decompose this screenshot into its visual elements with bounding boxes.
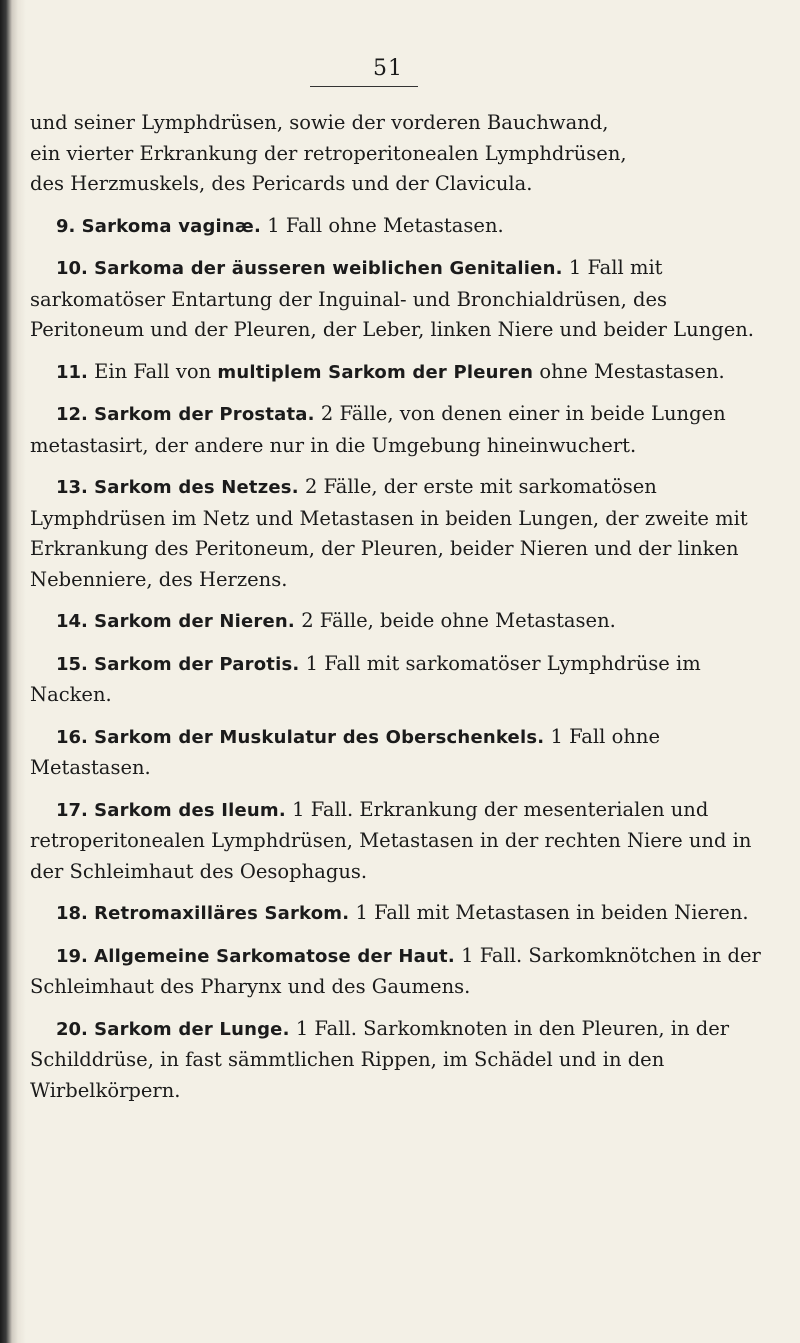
entry-number: 13. <box>56 477 88 498</box>
entry-11 <box>30 357 782 389</box>
entry-number: 15. <box>56 653 88 675</box>
entry-number: 9. <box>56 215 76 237</box>
entry-text: 2 Fälle, beide ohne Metastasen. <box>301 609 616 632</box>
entry-19 <box>30 941 782 1003</box>
entry-text: 2 Fälle, von denen einer in beide Lungen metastasirt, der andere nur in die Umgebung hineinwuchert. <box>30 402 726 457</box>
entry-text: 1 Fall ohne Metastasen. <box>30 724 660 779</box>
entry-number: 16. <box>56 726 88 748</box>
entry-heading: Retromaxilläres Sarkom. <box>94 903 350 924</box>
entry-number: 18. <box>56 903 88 924</box>
entry-text: ohne Mestastasen. <box>539 359 725 383</box>
page-number: 51 <box>373 56 403 81</box>
entry-9 <box>30 211 782 243</box>
entry-number: 11. <box>56 361 88 383</box>
entry-heading: Sarkom des Netzes. <box>94 477 299 498</box>
entry-17 <box>30 795 782 888</box>
page-number-rule <box>310 86 418 87</box>
intro-paragraph <box>30 108 782 200</box>
entry-heading: Sarkom des Ileum. <box>94 799 286 821</box>
entry-text: 1 Fall mit sarkomatöser Entartung der Inguinal- und Bronchialdrüsen, des Peritoneum und der Pleuren, der Leber, linken Niere und beider Lungen. <box>30 256 755 341</box>
entry-15 <box>30 649 782 711</box>
entry-heading: multiplem Sarkom der Pleuren <box>217 361 534 383</box>
intro-line: des Herzmuskels, des Pericards und der Clavicula. <box>30 172 533 195</box>
entry-text: 1 Fall. Sarkomknötchen in der Schleimhaut des Pharynx und des Gaumens. <box>30 943 761 998</box>
entry-number: 14. <box>56 611 88 632</box>
entry-text: 2 Fälle, der erste mit sarkomatösen Lymphdrüsen im Netz und Metastasen in beiden Lungen, der zweite mit Erkrankung des Peritoneum, der Pleuren, beider Nieren und der linken Nebenniere, des Herzens. <box>30 475 748 591</box>
entry-heading: Sarkoma der äusseren weiblichen Genitalien. <box>94 258 563 279</box>
book-binding-edge <box>0 0 26 1343</box>
entry-14 <box>30 606 782 638</box>
entry-number: 19. <box>56 945 88 967</box>
entry-text: 1 Fall. Erkrankung der mesenterialen und retroperitonealen Lymphdrüsen, Metastasen in der rechten Niere und in der Schleimhaut des Oesophagus. <box>30 797 752 883</box>
entry-heading: Sarkom der Muskulatur des Oberschenkels. <box>94 726 545 748</box>
entry-text: 1 Fall. Sarkomknoten in den Pleuren, in der Schilddrüse, in fast sämmtlichen Rippen, im Schädel und in den Wirbelkörpern. <box>30 1016 730 1102</box>
document-body <box>30 108 782 1106</box>
entry-number: 17. <box>56 799 88 821</box>
intro-line: und seiner Lymphdrüsen, sowie der vorderen Bauchwand, <box>30 111 609 134</box>
entry-16 <box>30 722 782 784</box>
entry-text: 1 Fall ohne Metastasen. <box>267 213 504 237</box>
entry-18 <box>30 898 782 930</box>
entry-heading: Sarkom der Nieren. <box>94 611 295 632</box>
entry-text: 1 Fall mit Metastasen in beiden Nieren. <box>355 901 749 924</box>
entry-13 <box>30 472 782 595</box>
entry-10 <box>30 253 782 346</box>
entry-heading: Sarkom der Lunge. <box>94 1018 290 1040</box>
entry-heading: Sarkom der Prostata. <box>94 404 315 425</box>
intro-line: ein vierter Erkrankung der retroperitonealen Lymphdrüsen, <box>30 141 627 165</box>
entry-20 <box>30 1014 782 1107</box>
entry-prefix: Ein Fall von <box>94 359 212 383</box>
entry-number: 20. <box>56 1018 88 1040</box>
entry-number: 10. <box>56 258 88 279</box>
entry-heading: Allgemeine Sarkomatose der Haut. <box>94 945 455 967</box>
entry-number: 12. <box>56 404 88 425</box>
entry-heading: Sarkom der Parotis. <box>94 653 300 675</box>
entry-12 <box>30 399 782 461</box>
entry-heading: Sarkoma vaginæ. <box>81 215 262 237</box>
entry-text: 1 Fall mit sarkomatöser Lymphdrüse im Nacken. <box>30 651 701 706</box>
